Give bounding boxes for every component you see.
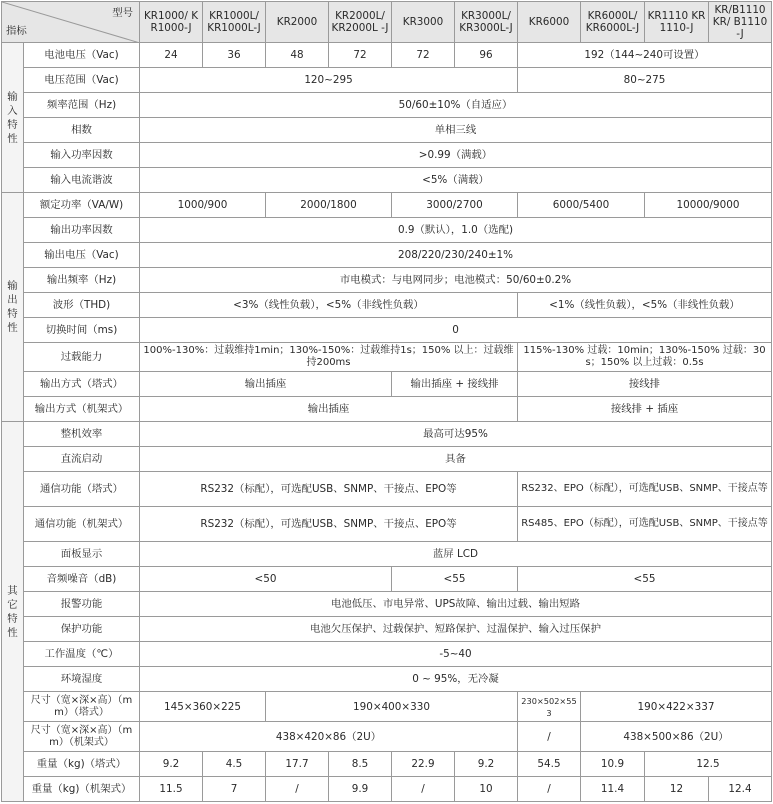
cell: 48 [266, 43, 329, 68]
row-label: 保护功能 [24, 617, 140, 642]
model-header: KR6000L/ KR6000L-J [581, 2, 645, 43]
table-row [2, 567, 772, 592]
cell: 4.5 [203, 752, 266, 777]
model-header: KR6000 [518, 2, 581, 43]
row-label: 输出方式（机架式） [24, 397, 140, 422]
row-label: 频率范围（Hz) [24, 93, 140, 118]
row-label: 输出方式（塔式） [24, 372, 140, 397]
cell: 10 [455, 777, 518, 802]
row-label: 切换时间（ms) [24, 318, 140, 343]
cell: 12.4 [709, 777, 772, 802]
row-label: 报警功能 [24, 592, 140, 617]
table-row [2, 343, 772, 372]
cell: 2000/1800 [266, 193, 392, 218]
cell: -5~40 [140, 642, 772, 667]
cell: 120~295 [140, 68, 518, 93]
cell: 具备 [140, 447, 772, 472]
cell: <55 [518, 567, 772, 592]
cell: 0 [140, 318, 772, 343]
cell: RS232（标配），可选配USB、SNMP、干接点、EPO等 [140, 472, 518, 507]
spec-table [1, 1, 772, 802]
table-row [2, 43, 772, 68]
row-label: 额定功率（VA/W) [24, 193, 140, 218]
table-row [2, 193, 772, 218]
table-row [2, 268, 772, 293]
row-label: 输入功率因数 [24, 143, 140, 168]
row-label: 输入电流谐波 [24, 168, 140, 193]
model-header: KR3000 [392, 2, 455, 43]
group-output: 输出特性 [2, 193, 24, 422]
row-label: 输出频率（Hz) [24, 268, 140, 293]
cell: 54.5 [518, 752, 581, 777]
cell: 电池欠压保护、过载保护、短路保护、过温保护、输入过压保护 [140, 617, 772, 642]
cell: 最高可达95% [140, 422, 772, 447]
group-input: 输入特性 [2, 43, 24, 193]
cell: 7 [203, 777, 266, 802]
table-row [2, 68, 772, 93]
cell: 0 ~ 95%，无冷凝 [140, 667, 772, 692]
cell: 接线排 [518, 372, 772, 397]
cell: 72 [329, 43, 392, 68]
row-label: 输出功率因数 [24, 218, 140, 243]
table-row [2, 667, 772, 692]
group-other: 其它特性 [2, 422, 24, 802]
cell: RS232（标配），可选配USB、SNMP、干接点、EPO等 [140, 507, 518, 542]
table-row [2, 592, 772, 617]
table-row [2, 472, 772, 507]
row-label: 重量（kg)（塔式） [24, 752, 140, 777]
model-header-label: 型号 [112, 7, 133, 19]
row-label: 音频噪音（dB) [24, 567, 140, 592]
cell: 市电模式：与电网同步；电池模式：50/60±0.2% [140, 268, 772, 293]
row-label: 重量（kg)（机架式） [24, 777, 140, 802]
cell: 115%-130% 过载：10min；130%-150% 过载：30s；150% 以上过载：0.5s [518, 343, 772, 372]
cell: <55 [392, 567, 518, 592]
row-label: 输出电压（Vac) [24, 243, 140, 268]
table-row [2, 118, 772, 143]
cell: 96 [455, 43, 518, 68]
row-label: 通信功能（机架式） [24, 507, 140, 542]
row-label: 电池电压（Vac) [24, 43, 140, 68]
cell: 190×422×337 [581, 692, 772, 722]
cell: 6000/5400 [518, 193, 645, 218]
cell: 22.9 [392, 752, 455, 777]
cell: 10.9 [581, 752, 645, 777]
cell: 0.9（默认），1.0（选配) [140, 218, 772, 243]
cell: / [392, 777, 455, 802]
cell: 438×420×86（2U） [140, 722, 518, 752]
row-label: 直流启动 [24, 447, 140, 472]
row-label: 工作温度（℃） [24, 642, 140, 667]
cell: 36 [203, 43, 266, 68]
table-row [2, 617, 772, 642]
table-row [2, 722, 772, 752]
cell: 输出插座 [140, 372, 392, 397]
table-row [2, 293, 772, 318]
cell: <3%（线性负载），<5%（非线性负载） [140, 293, 518, 318]
cell: <1%（线性负载），<5%（非线性负载） [518, 293, 772, 318]
table-row [2, 397, 772, 422]
cell: 11.4 [581, 777, 645, 802]
row-label: 整机效率 [24, 422, 140, 447]
cell: 单相三线 [140, 118, 772, 143]
cell: 190×400×330 [266, 692, 518, 722]
table-row [2, 507, 772, 542]
cell: 3000/2700 [392, 193, 518, 218]
table-row [2, 447, 772, 472]
cell: / [266, 777, 329, 802]
table-row [2, 422, 772, 447]
table-row [2, 168, 772, 193]
cell: 9.2 [455, 752, 518, 777]
table-row [2, 318, 772, 343]
cell: 8.5 [329, 752, 392, 777]
cell: 1000/900 [140, 193, 266, 218]
cell: 17.7 [266, 752, 329, 777]
table-row [2, 372, 772, 397]
model-header: KR1000/ KR1000-J [140, 2, 203, 43]
cell: 12.5 [645, 752, 772, 777]
model-header: KR1110 KR1110-J [645, 2, 709, 43]
table-row [2, 692, 772, 722]
cell: 80~275 [518, 68, 772, 93]
row-label: 相数 [24, 118, 140, 143]
table-row [2, 777, 772, 802]
row-label: 环境湿度 [24, 667, 140, 692]
cell: 230×502×553 [518, 692, 581, 722]
model-header: KR/B1110 KR/ B1110-J [709, 2, 772, 43]
model-header: KR3000L/ KR3000L-J [455, 2, 518, 43]
table-row [2, 218, 772, 243]
cell: <5%（满载） [140, 168, 772, 193]
cell: 接线排 + 插座 [518, 397, 772, 422]
row-label: 通信功能（塔式） [24, 472, 140, 507]
cell: <50 [140, 567, 392, 592]
cell: RS485、EPO（标配），可选配USB、SNMP、干接点等 [518, 507, 772, 542]
cell: 145×360×225 [140, 692, 266, 722]
cell: 72 [392, 43, 455, 68]
row-label: 尺寸（宽×深×高）（mm）（机架式） [24, 722, 140, 752]
model-header: KR2000 [266, 2, 329, 43]
cell: 208/220/230/240±1% [140, 243, 772, 268]
cell: 9.2 [140, 752, 203, 777]
cell: 24 [140, 43, 203, 68]
cell: 输出插座 [140, 397, 518, 422]
table-row [2, 752, 772, 777]
cell: 12 [645, 777, 709, 802]
row-label: 电压范围（Vac) [24, 68, 140, 93]
cell: 输出插座 + 接线排 [392, 372, 518, 397]
row-label: 过载能力 [24, 343, 140, 372]
header-row [2, 2, 772, 43]
cell: / [518, 777, 581, 802]
cell: 蓝屏 LCD [140, 542, 772, 567]
cell: 192（144~240可设置） [518, 43, 772, 68]
model-header: KR1000L/ KR1000L-J [203, 2, 266, 43]
cell: 10000/9000 [645, 193, 772, 218]
cell: 50/60±10%（自适应） [140, 93, 772, 118]
table-row [2, 642, 772, 667]
row-label: 尺寸（宽×深×高）（mm）（塔式） [24, 692, 140, 722]
table-corner [2, 2, 140, 43]
row-label: 面板显示 [24, 542, 140, 567]
cell: / [518, 722, 581, 752]
cell: >0.99（满载） [140, 143, 772, 168]
cell: 9.9 [329, 777, 392, 802]
indicator-header-label: 指标 [6, 25, 27, 37]
table-row [2, 542, 772, 567]
cell: RS232、EPO（标配），可选配USB、SNMP、干接点等 [518, 472, 772, 507]
row-label: 波形（THD) [24, 293, 140, 318]
cell: 438×500×86（2U） [581, 722, 772, 752]
table-row [2, 93, 772, 118]
cell: 100%-130%：过载维持1min；130%-150%：过载维持1s；150% 以上：过载维持200ms [140, 343, 518, 372]
table-row [2, 143, 772, 168]
cell: 11.5 [140, 777, 203, 802]
model-header: KR2000L/ KR2000L -J [329, 2, 392, 43]
cell: 电池低压、市电异常、UPS故障、输出过载、输出短路 [140, 592, 772, 617]
table-row [2, 243, 772, 268]
